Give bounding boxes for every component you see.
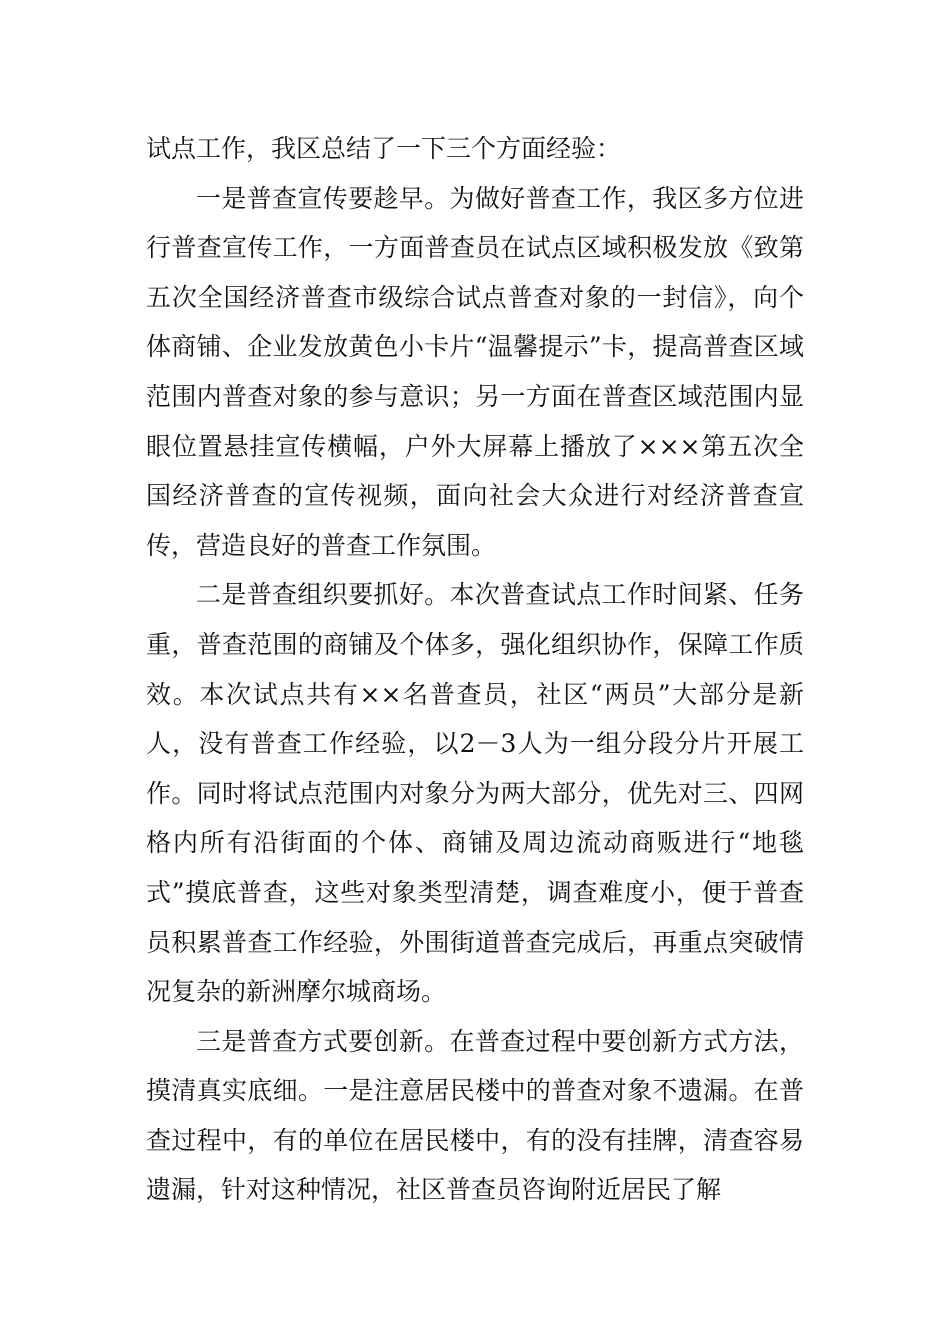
paragraph-organization: 二是普查组织要抓好。本次普查试点工作时间紧、任务重，普查范围的商铺及个体多，强化组织协作，保障工作质效。本次试点共有××名普查员，社区“两员”大部分是新人，没有普查工作经验，以2－3人为一组分段分片开展工作。同时将试点范围内对象分为两大部分，优先对三、四网格内所有沿街面的个体、商铺及周边流动商贩进行“地毯式”摸底普查，这些对象类型清楚，调查难度小，便于普查员积累普查工作经验，外围街道普查完成后，再重点突破情况复杂的新洲摩尔城商场。 <box>146 580 804 1007</box>
document-page <box>146 124 804 1215</box>
paragraph-continuation: 试点工作，我区总结了一下三个方面经验： <box>146 134 622 163</box>
paragraph-method: 三是普查方式要创新。在普查过程中要创新方式方法，摸清真实底细。一是注意居民楼中的普查对象不遗漏。在普查过程中，有的单位在居民楼中，有的没有挂牌，清查容易遗漏，针对这种情况，社区普查员咨询附近居民了解 <box>146 1026 804 1205</box>
paragraph-publicity: 一是普查宣传要趁早。为做好普查工作，我区多方位进行普查宣传工作，一方面普查员在试点区域积极发放《致第五次全国经济普查市级综合试点普查对象的一封信》，向个体商铺、企业发放黄色小卡片“温馨提示”卡，提高普查区域范围内普查对象的参与意识；另一方面在普查区域范围内显眼位置悬挂宣传横幅，户外大屏幕上播放了×××第五次全国经济普查的宣传视频，面向社会大众进行对经济普查宣传，营造良好的普查工作氛围。 <box>146 183 804 560</box>
